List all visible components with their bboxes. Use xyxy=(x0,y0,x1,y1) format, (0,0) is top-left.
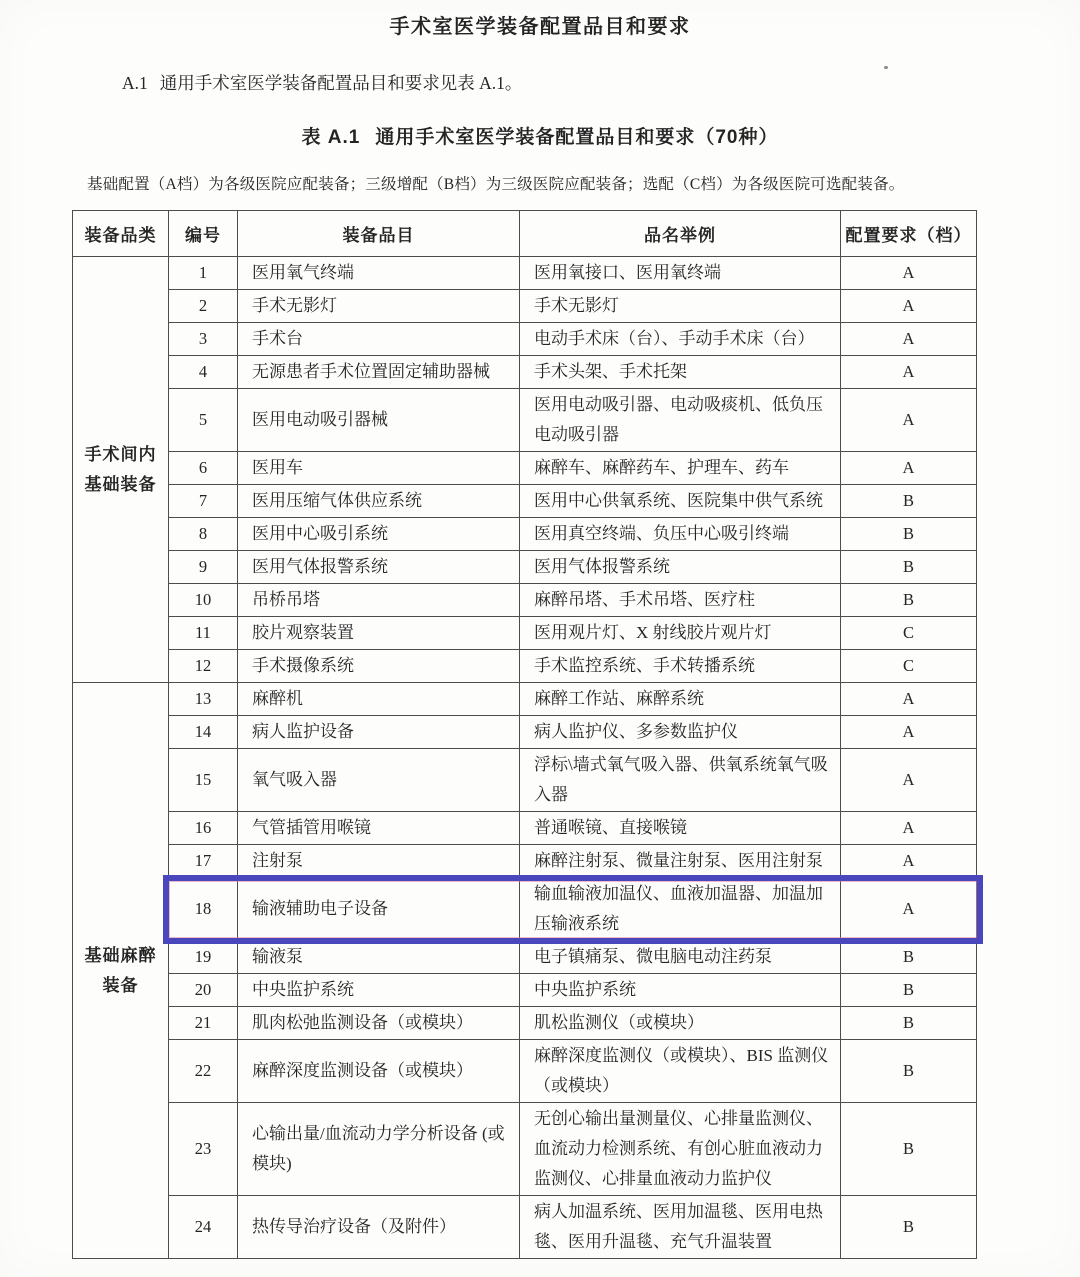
grade-cell: A xyxy=(841,356,977,389)
item-cell: 病人监护设备 xyxy=(238,716,520,749)
category-cell xyxy=(73,683,169,1259)
category-label-line: 基础麻醉 xyxy=(84,945,157,965)
no-cell: 3 xyxy=(169,323,238,356)
grade-cell: C xyxy=(841,617,977,650)
table-row xyxy=(73,716,977,749)
examples-cell: 手术头架、手术托架 xyxy=(520,356,841,389)
grade-cell: A xyxy=(841,257,977,290)
examples-cell: 麻醉深度监测仪（或模块）、BIS 监测仪（或模块） xyxy=(520,1040,841,1103)
item-cell: 麻醉深度监测设备（或模块） xyxy=(238,1040,520,1103)
no-cell: 8 xyxy=(169,518,238,551)
examples-cell: 手术监控系统、手术转播系统 xyxy=(520,650,841,683)
intro-clause xyxy=(122,70,1080,95)
examples-cell: 麻醉注射泵、微量注射泵、医用注射泵 xyxy=(520,845,841,878)
no-cell: 1 xyxy=(169,257,238,290)
examples-cell: 肌松监测仪（或模块） xyxy=(520,1007,841,1040)
grade-cell: B xyxy=(841,551,977,584)
grade-cell: B xyxy=(841,1103,977,1196)
table-row xyxy=(73,1007,977,1040)
grade-cell: A xyxy=(841,290,977,323)
no-cell: 16 xyxy=(169,812,238,845)
grade-cell: A xyxy=(841,812,977,845)
no-cell: 13 xyxy=(169,683,238,716)
grade-cell: A xyxy=(841,845,977,878)
examples-cell: 麻醉车、麻醉药车、护理车、药车 xyxy=(520,452,841,485)
grade-cell: B xyxy=(841,1040,977,1103)
grade-cell: A xyxy=(841,452,977,485)
examples-cell: 麻醉工作站、麻醉系统 xyxy=(520,683,841,716)
table-row xyxy=(73,551,977,584)
item-cell: 热传导治疗设备（及附件） xyxy=(238,1196,520,1259)
no-cell: 4 xyxy=(169,356,238,389)
table-row xyxy=(73,485,977,518)
item-cell: 中央监护系统 xyxy=(238,974,520,1007)
examples-cell: 病人加温系统、医用加温毯、医用电热毯、医用升温毯、充气升温装置 xyxy=(520,1196,841,1259)
examples-cell: 无创心输出量测量仪、心排量监测仪、血流动力检测系统、有创心脏血液动力监测仪、心排量血液动力监护仪 xyxy=(520,1103,841,1196)
no-cell: 19 xyxy=(169,941,238,974)
grade-cell: B xyxy=(841,1007,977,1040)
examples-cell: 浮标\墙式氧气吸入器、供氧系统氧气吸入器 xyxy=(520,749,841,812)
table-row xyxy=(73,323,977,356)
no-cell: 5 xyxy=(169,389,238,452)
table-header-row xyxy=(73,211,977,257)
item-cell: 手术台 xyxy=(238,323,520,356)
equipment-table xyxy=(72,210,977,1259)
category-cell xyxy=(73,257,169,683)
table-caption-text: 通用手术室医学装备配置品目和要求（70种） xyxy=(375,127,779,148)
table-row xyxy=(73,584,977,617)
no-cell: 6 xyxy=(169,452,238,485)
no-cell: 9 xyxy=(169,551,238,584)
intro-clause-number: A.1 xyxy=(122,73,148,93)
examples-cell: 医用气体报警系统 xyxy=(520,551,841,584)
item-cell: 心输出量/血流动力学分析设备 (或模块) xyxy=(238,1103,520,1196)
grade-cell: A xyxy=(841,389,977,452)
table-row xyxy=(73,452,977,485)
item-cell: 医用氧气终端 xyxy=(238,257,520,290)
no-cell: 23 xyxy=(169,1103,238,1196)
table-row xyxy=(73,683,977,716)
examples-cell: 麻醉吊塔、手术吊塔、医疗柱 xyxy=(520,584,841,617)
item-cell: 气管插管用喉镜 xyxy=(238,812,520,845)
table-row xyxy=(73,518,977,551)
doc-title: 手术室医学装备配置品目和要求 xyxy=(389,16,691,38)
table-row xyxy=(73,845,977,878)
examples-cell: 医用氧接口、医用氧终端 xyxy=(520,257,841,290)
category-label-line: 装备 xyxy=(102,975,139,995)
no-cell: 11 xyxy=(169,617,238,650)
table-row xyxy=(73,1103,977,1196)
item-cell: 输液辅助电子设备 xyxy=(238,878,520,941)
header-product-examples: 品名举例 xyxy=(520,211,841,257)
item-cell: 无源患者手术位置固定辅助器械 xyxy=(238,356,520,389)
no-cell: 10 xyxy=(169,584,238,617)
no-cell: 12 xyxy=(169,650,238,683)
table-row xyxy=(73,1196,977,1259)
no-cell: 21 xyxy=(169,1007,238,1040)
grade-cell: A xyxy=(841,878,977,941)
item-cell: 吊桥吊塔 xyxy=(238,584,520,617)
item-cell: 麻醉机 xyxy=(238,683,520,716)
header-number: 编号 xyxy=(169,211,238,257)
examples-cell: 病人监护仪、多参数监护仪 xyxy=(520,716,841,749)
grade-cell: B xyxy=(841,584,977,617)
table-row xyxy=(73,650,977,683)
table-row xyxy=(73,974,977,1007)
grade-cell: B xyxy=(841,974,977,1007)
item-cell: 医用车 xyxy=(238,452,520,485)
examples-cell: 输血输液加温仪、血液加温器、加温加压输液系统 xyxy=(520,878,841,941)
item-cell: 输液泵 xyxy=(238,941,520,974)
item-cell: 医用电动吸引器械 xyxy=(238,389,520,452)
item-cell: 肌肉松弛监测设备（或模块） xyxy=(238,1007,520,1040)
table-row xyxy=(73,389,977,452)
table-row xyxy=(73,749,977,812)
scan-speck-artifact xyxy=(884,66,888,69)
examples-cell: 电子镇痛泵、微电脑电动注药泵 xyxy=(520,941,841,974)
item-cell: 胶片观察装置 xyxy=(238,617,520,650)
table-row xyxy=(73,941,977,974)
table-row xyxy=(73,257,977,290)
examples-cell: 医用中心供氧系统、医院集中供气系统 xyxy=(520,485,841,518)
grade-cell: C xyxy=(841,650,977,683)
no-cell: 2 xyxy=(169,290,238,323)
no-cell: 17 xyxy=(169,845,238,878)
category-label-line: 基础装备 xyxy=(84,474,157,494)
item-cell: 医用压缩气体供应系统 xyxy=(238,485,520,518)
no-cell: 24 xyxy=(169,1196,238,1259)
grade-cell: B xyxy=(841,941,977,974)
equipment-table-body xyxy=(73,257,977,1259)
no-cell: 18 xyxy=(169,878,238,941)
table-row xyxy=(73,617,977,650)
table-row xyxy=(73,356,977,389)
examples-cell: 中央监护系统 xyxy=(520,974,841,1007)
table-row xyxy=(73,290,977,323)
examples-cell: 普通喉镜、直接喉镜 xyxy=(520,812,841,845)
grade-cell: B xyxy=(841,518,977,551)
grade-cell: A xyxy=(841,749,977,812)
table-row xyxy=(73,812,977,845)
grade-cell: A xyxy=(841,716,977,749)
examples-cell: 手术无影灯 xyxy=(520,290,841,323)
table-caption xyxy=(0,122,1080,149)
grade-cell: B xyxy=(841,485,977,518)
no-cell: 20 xyxy=(169,974,238,1007)
category-label-line: 手术间内 xyxy=(84,444,157,464)
grade-cell: A xyxy=(841,323,977,356)
header-config-requirement: 配置要求（档） xyxy=(841,211,977,257)
table-row xyxy=(73,1040,977,1103)
examples-cell: 医用电动吸引器、电动吸痰机、低负压电动吸引器 xyxy=(520,389,841,452)
examples-cell: 医用观片灯、X 射线胶片观片灯 xyxy=(520,617,841,650)
item-cell: 氧气吸入器 xyxy=(238,749,520,812)
item-cell: 医用中心吸引系统 xyxy=(238,518,520,551)
grade-cell: A xyxy=(841,683,977,716)
no-cell: 14 xyxy=(169,716,238,749)
grade-cell: B xyxy=(841,1196,977,1259)
intro-clause-text: 通用手术室医学装备配置品目和要求见表 A.1。 xyxy=(159,73,523,93)
no-cell: 7 xyxy=(169,485,238,518)
no-cell: 15 xyxy=(169,749,238,812)
grading-note: 基础配置（A档）为各级医院应配装备；三级增配（B档）为三级医院应配装备；选配（C档）为各级医院可选配装备。 xyxy=(87,176,905,193)
table-row xyxy=(73,878,977,941)
item-cell: 医用气体报警系统 xyxy=(238,551,520,584)
item-cell: 注射泵 xyxy=(238,845,520,878)
examples-cell: 医用真空终端、负压中心吸引终端 xyxy=(520,518,841,551)
item-cell: 手术无影灯 xyxy=(238,290,520,323)
header-equipment-item: 装备品目 xyxy=(238,211,520,257)
examples-cell: 电动手术床（台）、手动手术床（台） xyxy=(520,323,841,356)
header-equipment-category: 装备品类 xyxy=(73,211,169,257)
item-cell: 手术摄像系统 xyxy=(238,650,520,683)
table-caption-number: 表 A.1 xyxy=(301,127,361,148)
no-cell: 22 xyxy=(169,1040,238,1103)
